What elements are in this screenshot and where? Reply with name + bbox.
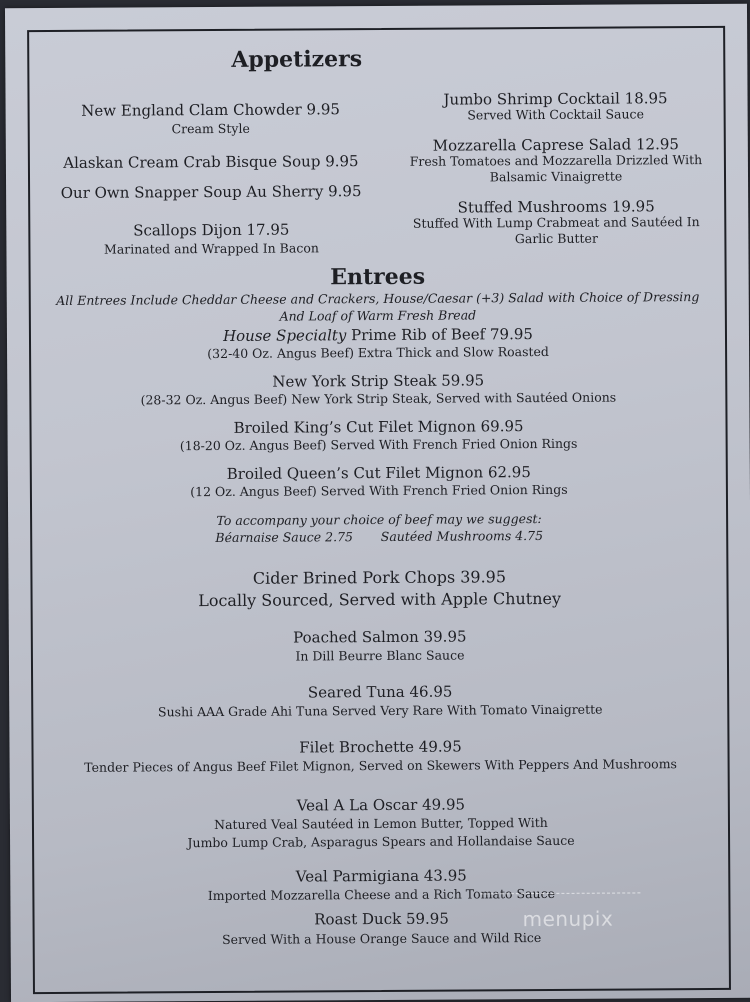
entree-desc: Served With a House Orange Sauce and Wild Rice [222, 930, 542, 947]
entree-desc: Jumbo Lump Crab, Asparagus Spears and Hollandaise Sauce [187, 832, 575, 851]
entree-desc: (12 Oz. Angus Beef) Served With French Fried Onion Rings [190, 481, 568, 500]
entree-item: Roast Duck 59.95 [314, 909, 449, 929]
entree-desc: In Dill Beurre Blanc Sauce [295, 647, 465, 664]
entree-desc: Imported Mozzarella Cheese and a Rich Tomato Sauce [207, 885, 556, 904]
entree-desc: (28-32 Oz. Angus Beef) New York Strip Steak, Served with Sautéed Onions [140, 389, 617, 408]
entree-item: Veal A La Oscar 49.95 [296, 795, 466, 815]
entree-item: Cider Brined Pork Chops 39.95 [252, 567, 507, 588]
entree-desc: Natured Veal Sautéed in Lemon Butter, Topped With [214, 814, 548, 833]
watermark-logo: menupix [522, 906, 614, 932]
entree-desc: (18-20 Oz. Angus Beef) Served With French Fried Onion Rings [179, 435, 578, 454]
entree-item: Veal Parmigiana 43.95 [295, 866, 467, 886]
appetizer-item: New England Clam Chowder 9.95 [81, 100, 340, 120]
appetizer-desc: Balsamic Vinaigrette [489, 168, 623, 185]
appetizer-item: Stuffed Mushrooms 19.95 [457, 197, 655, 217]
menu-page [5, 4, 750, 1002]
appetizer-desc: Served With Cocktail Sauce [467, 106, 644, 123]
appetizer-item: Our Own Snapper Soup Au Sherry 9.95 [60, 182, 362, 202]
house-specialty-label: House Specialty [222, 326, 347, 345]
entree-item: Filet Brochette 49.95 [299, 737, 462, 757]
appetizer-item: Scallops Dijon 17.95 [133, 220, 290, 240]
beef-sides: Béarnaise Sauce 2.75 Sautéed Mushrooms 4.75 [215, 527, 544, 545]
appetizers-heading: Appetizers [231, 46, 363, 73]
appetizer-desc: Stuffed With Lump Crabmeat and Sautéed In [412, 214, 700, 231]
entree-item: Broiled King’s Cut Filet Mignon 69.95 [233, 417, 524, 437]
entree-desc: Tender Pieces of Angus Beef Filet Mignon, Served on Skewers With Peppers And Mushrooms [84, 756, 677, 775]
beef-suggestion: To accompany your choice of beef may we suggest: [216, 511, 542, 528]
appetizer-item: Alaskan Cream Crab Bisque Soup 9.95 [63, 152, 359, 172]
entree-item: Poached Salmon 39.95 [293, 627, 467, 647]
entree-item: Seared Tuna 46.95 [307, 682, 453, 702]
entrees-note: And Loaf of Warm Fresh Bread [279, 307, 477, 324]
entree-desc: Sushi AAA Grade Ahi Tuna Served Very Rare With Tomato Vinaigrette [157, 701, 603, 720]
appetizer-desc: Fresh Tomatoes and Mozzarella Drizzled With [409, 152, 703, 169]
entree-desc: Locally Sourced, Served with Apple Chutney [198, 588, 562, 611]
appetizer-item: Jumbo Shrimp Cocktail 18.95 [443, 89, 668, 109]
entree-name: Prime Rib of Beef 79.95 [351, 325, 533, 345]
entrees-note: All Entrees Include Cheddar Cheese and Crackers, House/Caesar (+3) Salad with Choice of Dressing [56, 289, 700, 308]
appetizer-desc: Garlic Butter [514, 230, 598, 247]
entrees-heading: Entrees [330, 263, 426, 291]
appetizer-desc: Cream Style [171, 120, 250, 137]
appetizer-desc: Marinated and Wrapped In Bacon [103, 240, 319, 257]
entree-item: Broiled Queen’s Cut Filet Mignon 62.95 [226, 463, 531, 483]
appetizer-item: Mozzarella Caprese Salad 12.95 [432, 135, 679, 155]
entree-item: New York Strip Steak 59.95 [272, 371, 485, 391]
entree-desc: (32-40 Oz. Angus Beef) Extra Thick and Slow Roasted [207, 343, 549, 362]
